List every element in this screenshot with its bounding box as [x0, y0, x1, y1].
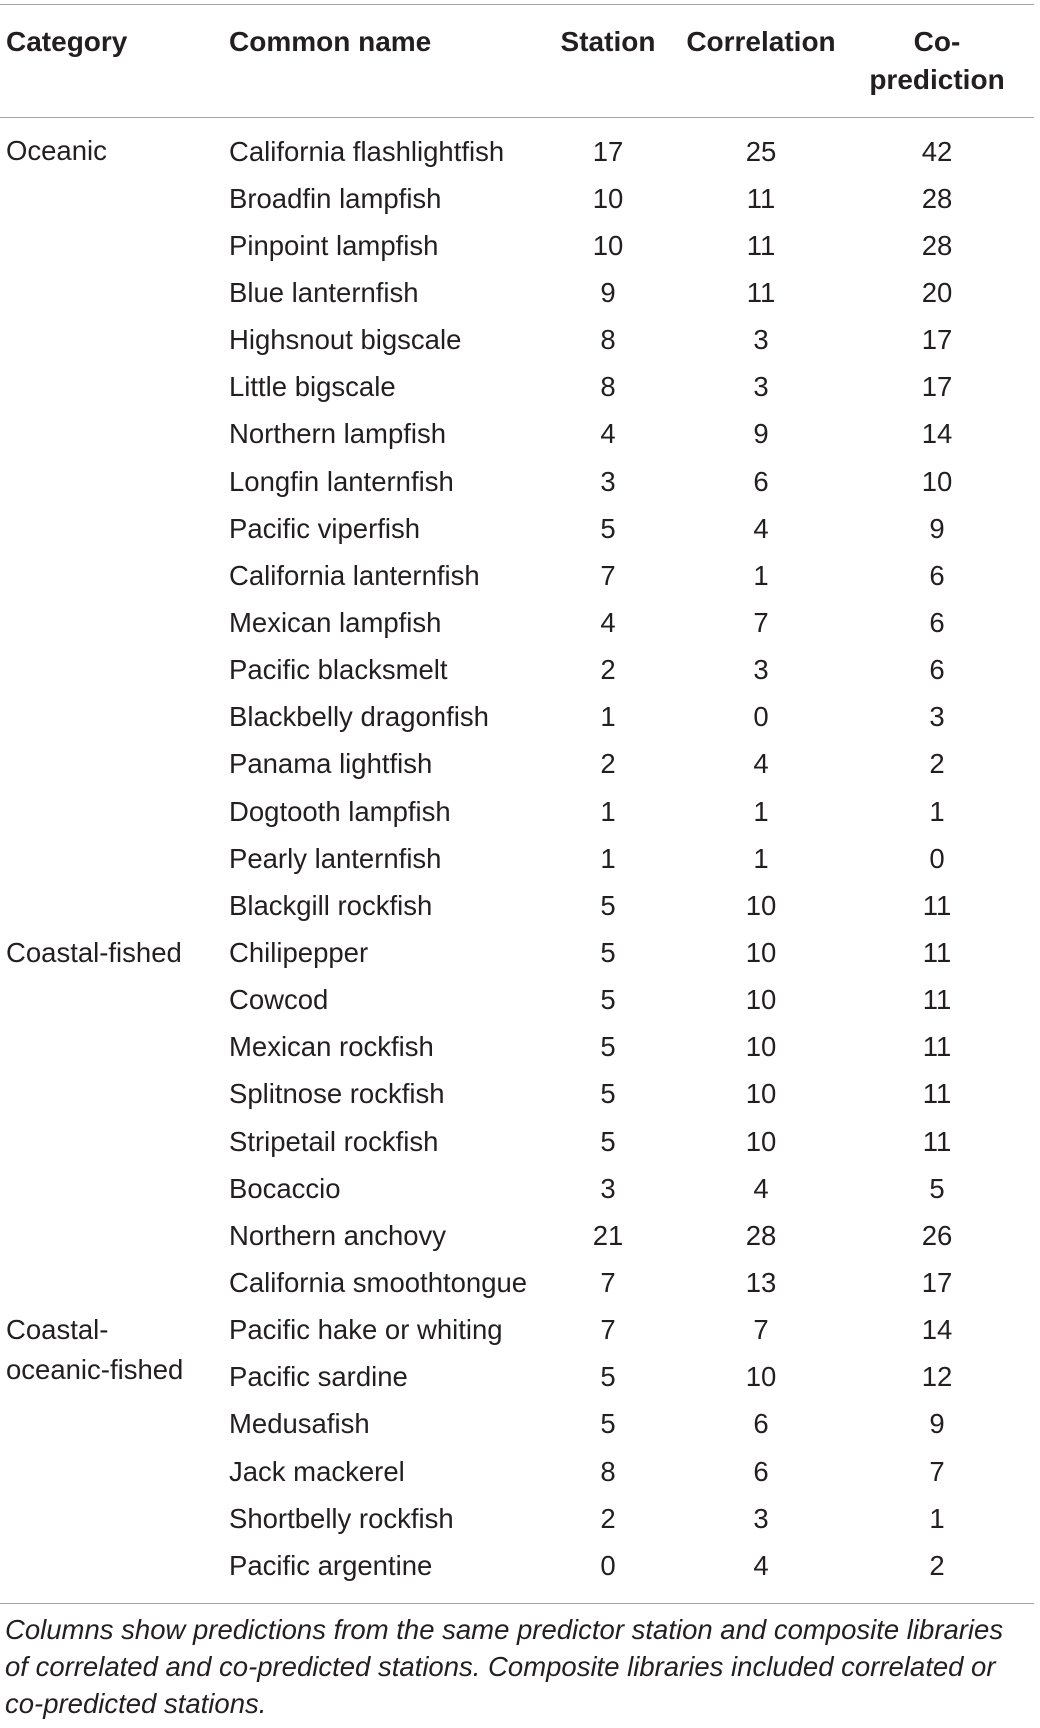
common-name-cell: Blackbelly dragonfish — [229, 701, 489, 733]
coprediction-value: 11 — [922, 984, 952, 1016]
correlation-value: 9 — [753, 418, 769, 450]
common-name-cell: Pacific hake or whiting — [229, 1314, 503, 1346]
station-value: 7 — [600, 1266, 616, 1298]
coprediction-value: 0 — [929, 842, 945, 874]
coprediction-value: 7 — [929, 1455, 945, 1487]
common-name-cell: Panama lightfish — [229, 748, 433, 780]
correlation-value: 1 — [753, 559, 769, 591]
coprediction-value: 9 — [929, 512, 945, 544]
coprediction-value: 12 — [921, 1361, 953, 1393]
common-name-cell: Pearly lanternfish — [229, 842, 442, 874]
coprediction-value: 28 — [921, 182, 953, 214]
correlation-value: 4 — [753, 748, 769, 780]
correlation-value: 10 — [745, 1031, 777, 1063]
coprediction-value: 1 — [929, 1502, 945, 1534]
common-name-cell: Mexican lampfish — [229, 607, 442, 638]
station-value: 0 — [600, 1549, 616, 1581]
coprediction-value: 17 — [921, 1266, 953, 1298]
table-row — [0, 505, 1040, 552]
correlation-value: 10 — [745, 1361, 777, 1393]
station-value: 2 — [600, 654, 616, 686]
header-rule — [0, 117, 1034, 118]
table-row — [0, 599, 1040, 646]
common-name-cell: Chilipepper — [229, 936, 369, 968]
correlation-value: 10 — [745, 936, 777, 968]
table-row — [0, 835, 1040, 882]
common-name-cell: Stripetail rockfish — [229, 1125, 439, 1157]
table-bottom-rule — [0, 1603, 1034, 1604]
station-value: 5 — [600, 1361, 616, 1393]
correlation-value: 6 — [753, 1455, 769, 1487]
coprediction-value: 10 — [921, 465, 953, 497]
coprediction-value: 2 — [929, 748, 945, 780]
table-row — [0, 175, 1040, 222]
station-value: 21 — [592, 1219, 624, 1251]
header-category: Category — [6, 26, 128, 57]
correlation-value: 11 — [746, 277, 776, 309]
table-top-rule — [0, 4, 1034, 5]
station-value: 7 — [600, 1314, 616, 1346]
common-name-cell: Pinpoint lampfish — [229, 229, 439, 261]
station-value: 5 — [600, 1031, 616, 1063]
table-row — [0, 1023, 1040, 1070]
common-name-cell: Pacific blacksmelt — [229, 654, 448, 686]
coprediction-value: 2 — [929, 1549, 945, 1581]
correlation-value: 11 — [746, 182, 776, 214]
header-station: Station — [560, 26, 656, 57]
correlation-value: 3 — [753, 371, 769, 403]
table-row — [0, 316, 1040, 363]
coprediction-value: 11 — [922, 889, 952, 921]
correlation-value: 11 — [746, 229, 776, 261]
correlation-value: 3 — [753, 1502, 769, 1534]
table-row — [0, 929, 1040, 976]
station-value: 4 — [600, 607, 616, 638]
table-row — [0, 458, 1040, 505]
common-name-cell: California flashlightfish — [229, 135, 505, 167]
table-row — [0, 1495, 1040, 1542]
common-name-cell: California smoothtongue — [229, 1266, 528, 1298]
coprediction-value: 42 — [921, 135, 953, 167]
category-label: Coastal-fished — [6, 936, 182, 968]
coprediction-value: 17 — [921, 324, 953, 356]
station-value: 7 — [600, 559, 616, 591]
header-correlation: Correlation — [686, 26, 836, 57]
table-row — [0, 1259, 1040, 1306]
table-row — [0, 269, 1040, 316]
coprediction-value: 3 — [929, 701, 945, 733]
correlation-value: 1 — [753, 795, 769, 827]
coprediction-value: 14 — [921, 1314, 953, 1346]
category-label: Oceanic — [6, 135, 107, 167]
correlation-value: 6 — [753, 465, 769, 497]
table-row — [0, 788, 1040, 835]
coprediction-value: 6 — [929, 607, 945, 638]
station-value: 8 — [600, 324, 616, 356]
station-value: 3 — [600, 465, 616, 497]
table-footnote: Columns show predictions from the same predictor station and composite libraries of correlated and co-predicted stations. Composite libraries included correlated or co-predicted stations. — [5, 1614, 1004, 1719]
coprediction-value: 9 — [929, 1408, 945, 1440]
common-name-cell: Bocaccio — [229, 1172, 341, 1204]
table-row — [0, 740, 1040, 787]
header-common-name: Common name — [229, 26, 432, 57]
common-name-cell: Blue lanternfish — [229, 277, 419, 309]
table-row — [0, 222, 1040, 269]
table-row — [0, 410, 1040, 457]
correlation-value: 28 — [745, 1219, 777, 1251]
common-name-cell: Splitnose rockfish — [229, 1078, 445, 1110]
station-value: 5 — [600, 889, 616, 921]
table-row — [0, 1448, 1040, 1495]
correlation-value: 3 — [753, 654, 769, 686]
common-name-cell: Jack mackerel — [229, 1455, 405, 1487]
correlation-value: 10 — [745, 1078, 777, 1110]
table-row — [0, 646, 1040, 693]
common-name-cell: Highsnout bigscale — [229, 324, 462, 356]
common-name-cell: Northern anchovy — [229, 1219, 447, 1251]
common-name-cell: Cowcod — [229, 984, 329, 1016]
common-name-cell: Medusafish — [229, 1408, 370, 1440]
coprediction-value: 11 — [922, 1078, 952, 1110]
station-value: 1 — [600, 795, 616, 827]
station-value: 5 — [600, 936, 616, 968]
correlation-value: 3 — [753, 324, 769, 356]
station-value: 17 — [592, 135, 624, 167]
common-name-cell: Dogtooth lampfish — [229, 795, 451, 827]
station-value: 10 — [592, 182, 624, 214]
station-value: 5 — [600, 1408, 616, 1440]
coprediction-value: 26 — [921, 1219, 953, 1251]
station-value: 8 — [600, 1455, 616, 1487]
correlation-value: 4 — [753, 512, 769, 544]
common-name-cell: Northern lampfish — [229, 418, 447, 450]
station-value: 4 — [600, 418, 616, 450]
common-name-cell: Blackgill rockfish — [229, 889, 433, 921]
table-row — [0, 976, 1040, 1023]
coprediction-value: 1 — [929, 795, 945, 827]
table-row — [0, 693, 1040, 740]
common-name-cell: Longfin lanternfish — [229, 465, 454, 497]
station-value: 1 — [600, 842, 616, 874]
coprediction-value: 14 — [921, 418, 953, 450]
table-row — [0, 1353, 1040, 1400]
station-value: 5 — [600, 1078, 616, 1110]
coprediction-value: 28 — [921, 229, 953, 261]
correlation-value: 10 — [745, 889, 777, 921]
table-row — [0, 1212, 1040, 1259]
correlation-value: 10 — [745, 1125, 777, 1157]
coprediction-value: 11 — [922, 1125, 952, 1157]
coprediction-value: 11 — [922, 936, 952, 968]
correlation-value: 13 — [745, 1266, 777, 1298]
table-row — [0, 1542, 1040, 1589]
common-name-cell: Pacific argentine — [229, 1549, 433, 1581]
correlation-value: 4 — [753, 1172, 769, 1204]
table-body — [0, 128, 1040, 1589]
table-row — [0, 1070, 1040, 1117]
coprediction-value: 11 — [922, 1031, 952, 1063]
station-value: 2 — [600, 748, 616, 780]
table-row — [0, 128, 1040, 175]
correlation-value: 6 — [753, 1408, 769, 1440]
common-name-cell: Little bigscale — [229, 371, 396, 403]
coprediction-value: 17 — [921, 371, 953, 403]
common-name-cell: California lanternfish — [229, 559, 480, 591]
coprediction-value: 6 — [929, 559, 945, 591]
correlation-value: 10 — [745, 984, 777, 1016]
station-value: 5 — [600, 984, 616, 1016]
station-value: 10 — [592, 229, 624, 261]
correlation-value: 7 — [753, 1314, 769, 1346]
table-row — [0, 552, 1040, 599]
correlation-value: 25 — [745, 135, 777, 167]
station-value: 9 — [600, 277, 616, 309]
category-label: Coastal-oceanic-fished — [6, 1313, 184, 1385]
header-coprediction: Co-prediction — [869, 26, 1005, 95]
table-row — [0, 1165, 1040, 1212]
common-name-cell: Shortbelly rockfish — [229, 1502, 454, 1534]
station-value: 1 — [600, 701, 616, 733]
common-name-cell: Mexican rockfish — [229, 1031, 434, 1063]
correlation-value: 4 — [753, 1549, 769, 1581]
station-value: 5 — [600, 512, 616, 544]
common-name-cell: Pacific viperfish — [229, 512, 421, 544]
common-name-cell: Broadfin lampfish — [229, 182, 442, 214]
correlation-value: 7 — [753, 607, 769, 638]
station-value: 2 — [600, 1502, 616, 1534]
correlation-value: 1 — [753, 842, 769, 874]
station-value: 8 — [600, 371, 616, 403]
table-row — [0, 1118, 1040, 1165]
table-row — [0, 882, 1040, 929]
common-name-cell: Pacific sardine — [229, 1361, 408, 1393]
station-value: 3 — [600, 1172, 616, 1204]
coprediction-value: 20 — [921, 277, 953, 309]
coprediction-value: 6 — [929, 654, 945, 686]
station-value: 5 — [600, 1125, 616, 1157]
coprediction-value: 5 — [929, 1172, 945, 1204]
correlation-value: 0 — [753, 701, 769, 733]
table-row — [0, 363, 1040, 410]
table-row — [0, 1400, 1040, 1447]
